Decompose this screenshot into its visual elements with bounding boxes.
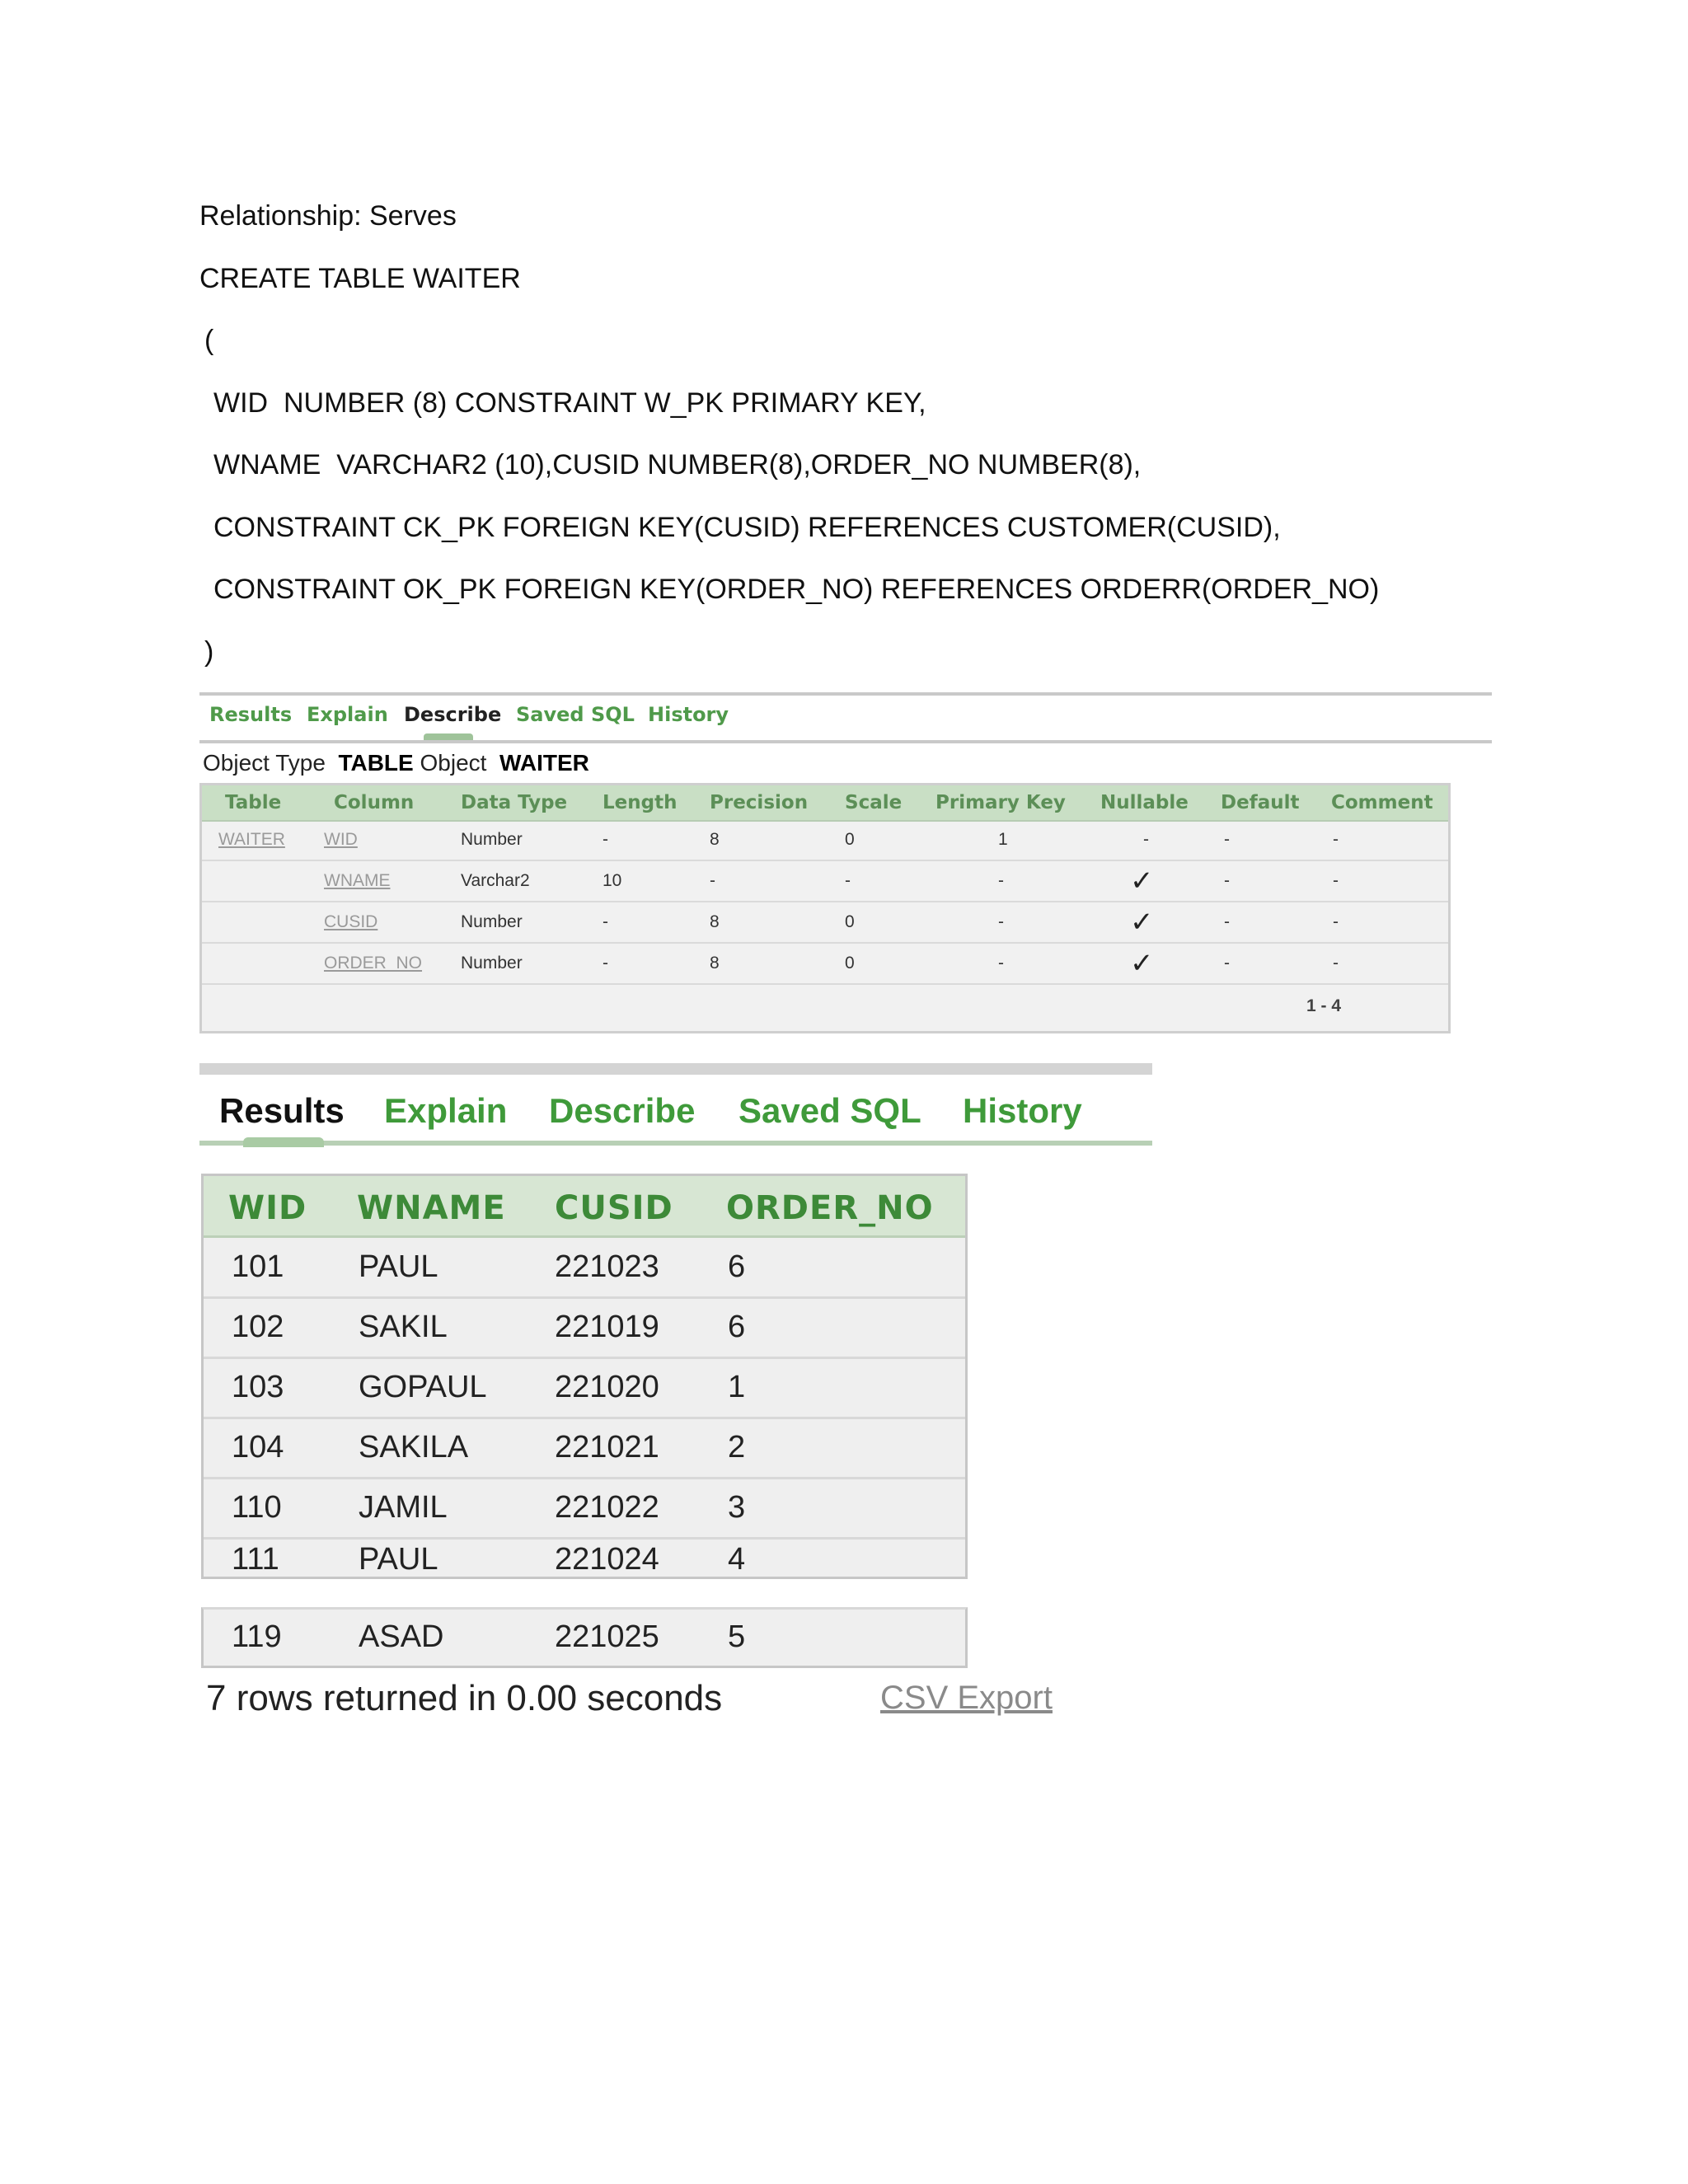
close-paren-line: ) — [204, 635, 214, 668]
column-link[interactable]: WNAME — [324, 871, 391, 890]
data-type-cell: Varchar2 — [461, 871, 530, 890]
describe-header-cell: Primary Key — [935, 792, 1066, 813]
column-link[interactable]: CUSID — [324, 912, 378, 931]
scale-cell: 0 — [845, 912, 855, 931]
wname-cell: SAKIL — [359, 1310, 448, 1344]
default-cell: - — [1224, 912, 1230, 931]
scale-cell: 0 — [845, 954, 855, 972]
precision-cell: 8 — [710, 912, 720, 931]
describe-panel — [199, 692, 1492, 1033]
precision-cell: 8 — [710, 954, 720, 972]
comment-cell: - — [1333, 830, 1339, 849]
describe-tab-bar — [199, 692, 1492, 743]
primary-key-cell: - — [998, 871, 1004, 890]
object-value: WAITER — [499, 750, 589, 776]
results-tab-bar — [199, 1063, 1152, 1146]
relationship-heading: Relationship: Serves — [199, 200, 457, 232]
active-tab-indicator — [424, 733, 473, 740]
object-info — [203, 750, 589, 776]
order-no-cell: 1 — [728, 1370, 746, 1404]
primary-key-cell: 1 — [998, 830, 1008, 849]
table-row — [201, 1607, 968, 1668]
data-type-cell: Number — [461, 912, 523, 931]
wname-cell: ASAD — [359, 1619, 444, 1654]
column-link[interactable]: ORDER_NO — [324, 954, 423, 972]
tab-saved-sql[interactable]: Saved SQL — [516, 703, 635, 726]
table-row — [204, 1539, 965, 1577]
comment-cell: - — [1333, 912, 1339, 931]
comment-cell: - — [1333, 954, 1339, 972]
object-type-value: TABLE — [338, 750, 414, 776]
results-table — [201, 1174, 968, 1579]
describe-row — [202, 820, 1448, 861]
comment-cell: - — [1333, 871, 1339, 890]
nullable-check-icon: ✓ — [1130, 948, 1154, 979]
scale-cell: - — [845, 871, 851, 890]
length-cell: - — [603, 954, 608, 972]
cusid-cell: 221025 — [555, 1619, 659, 1654]
describe-header-cell: Table — [225, 792, 282, 813]
rows-returned-status: 7 rows returned in 0.00 seconds — [206, 1678, 723, 1718]
wid-cell: 103 — [232, 1370, 284, 1404]
precision-cell: 8 — [710, 830, 720, 849]
tab-results[interactable]: Results — [209, 703, 293, 726]
wname-cell: GOPAUL — [359, 1370, 487, 1404]
scale-cell: 0 — [845, 830, 855, 849]
tab-history[interactable]: History — [963, 1091, 1082, 1130]
nullable-check-icon: ✓ — [1130, 907, 1154, 938]
default-cell: - — [1224, 871, 1230, 890]
wid-cell: 104 — [232, 1430, 284, 1465]
table-row — [204, 1238, 965, 1299]
wid-cell: 110 — [232, 1490, 282, 1525]
length-cell: 10 — [603, 871, 622, 890]
sql-document — [199, 196, 1518, 694]
primary-key-cell: - — [998, 912, 1004, 931]
csv-export-link[interactable]: CSV Export — [880, 1680, 1053, 1716]
describe-header-cell: Comment — [1331, 792, 1433, 813]
order-no-cell: 6 — [728, 1249, 746, 1284]
open-paren-line: ( — [204, 325, 214, 356]
wname-cell: PAUL — [359, 1542, 438, 1577]
cusid-cell: 221020 — [555, 1370, 659, 1404]
nullable-cell: - — [1143, 830, 1149, 849]
tab-explain[interactable]: Explain — [307, 703, 388, 726]
cusid-cell: 221023 — [555, 1249, 659, 1284]
results-header-cell: ORDER_NO — [726, 1189, 934, 1227]
pagination-label: 1 - 4 — [1306, 996, 1342, 1015]
table-row — [204, 1358, 965, 1419]
cusid-fk-line: CONSTRAINT CK_PK FOREIGN KEY(CUSID) REFERENCES CUSTOMER(CUSID), — [213, 511, 1281, 543]
results-header-cell: CUSID — [555, 1189, 673, 1227]
table-link[interactable]: WAITER — [218, 830, 285, 849]
describe-header-cell: Column — [334, 792, 415, 813]
describe-header-cell: Nullable — [1100, 792, 1189, 813]
wid-cell: 101 — [232, 1249, 284, 1284]
table-row — [204, 1298, 965, 1359]
order-no-cell: 2 — [728, 1430, 746, 1465]
create-table-line: CREATE TABLE WAITER — [199, 262, 521, 294]
describe-header-row — [202, 785, 1448, 822]
wid-cell: 119 — [232, 1619, 282, 1654]
order-no-cell: 6 — [728, 1310, 746, 1344]
describe-header-cell: Precision — [710, 792, 809, 813]
order-fk-line: CONSTRAINT OK_PK FOREIGN KEY(ORDER_NO) REFERENCES ORDERR(ORDER_NO) — [213, 574, 1380, 605]
tab-describe[interactable]: Describe — [549, 1091, 696, 1130]
column-link[interactable]: WID — [324, 830, 358, 849]
tab-history[interactable]: History — [648, 703, 729, 726]
tab-describe[interactable]: Describe — [404, 703, 502, 726]
default-cell: - — [1224, 830, 1230, 849]
table-row — [204, 1418, 965, 1479]
length-cell: - — [603, 830, 608, 849]
precision-cell: - — [710, 871, 715, 890]
results-header-row — [204, 1176, 965, 1238]
describe-header-cell: Length — [603, 792, 678, 813]
describe-header-cell: Data Type — [461, 792, 568, 813]
wid-cell: 102 — [232, 1310, 284, 1344]
order-no-cell: 5 — [728, 1619, 746, 1654]
wid-column-line: WID NUMBER (8) CONSTRAINT W_PK PRIMARY KEY, — [213, 387, 926, 419]
data-type-cell: Number — [461, 954, 523, 972]
object-label: Object — [420, 750, 487, 776]
tab-saved-sql[interactable]: Saved SQL — [738, 1091, 921, 1130]
cusid-cell: 221019 — [555, 1310, 659, 1344]
describe-row — [202, 944, 1448, 985]
wname-cell: SAKILA — [359, 1430, 469, 1465]
describe-row — [202, 861, 1448, 902]
describe-header-cell: Default — [1221, 792, 1300, 813]
active-tab-indicator — [243, 1137, 324, 1147]
order-no-cell: 3 — [728, 1490, 746, 1525]
describe-header-cell: Scale — [845, 792, 903, 813]
tab-explain[interactable]: Explain — [384, 1091, 508, 1130]
results-header-cell: WID — [228, 1189, 307, 1227]
cusid-cell: 221022 — [555, 1490, 659, 1525]
object-type-label: Object Type — [203, 750, 326, 776]
table-row — [204, 1479, 965, 1540]
order-no-cell: 4 — [728, 1542, 746, 1577]
describe-row — [202, 902, 1448, 944]
wname-cell: JAMIL — [359, 1490, 448, 1525]
cusid-cell: 221021 — [555, 1430, 659, 1465]
describe-table — [199, 783, 1451, 1033]
tab-results[interactable]: Results — [219, 1091, 345, 1130]
cusid-cell: 221024 — [555, 1542, 659, 1577]
wname-cell: PAUL — [359, 1249, 438, 1284]
data-type-cell: Number — [461, 830, 523, 849]
length-cell: - — [603, 912, 608, 931]
results-header-cell: WNAME — [357, 1189, 506, 1227]
default-cell: - — [1224, 954, 1230, 972]
wid-cell: 111 — [232, 1542, 279, 1577]
primary-key-cell: - — [998, 954, 1004, 972]
wname-column-line: WNAME VARCHAR2 (10),CUSID NUMBER(8),ORDER_NO NUMBER(8), — [213, 449, 1142, 480]
nullable-check-icon: ✓ — [1130, 865, 1154, 897]
